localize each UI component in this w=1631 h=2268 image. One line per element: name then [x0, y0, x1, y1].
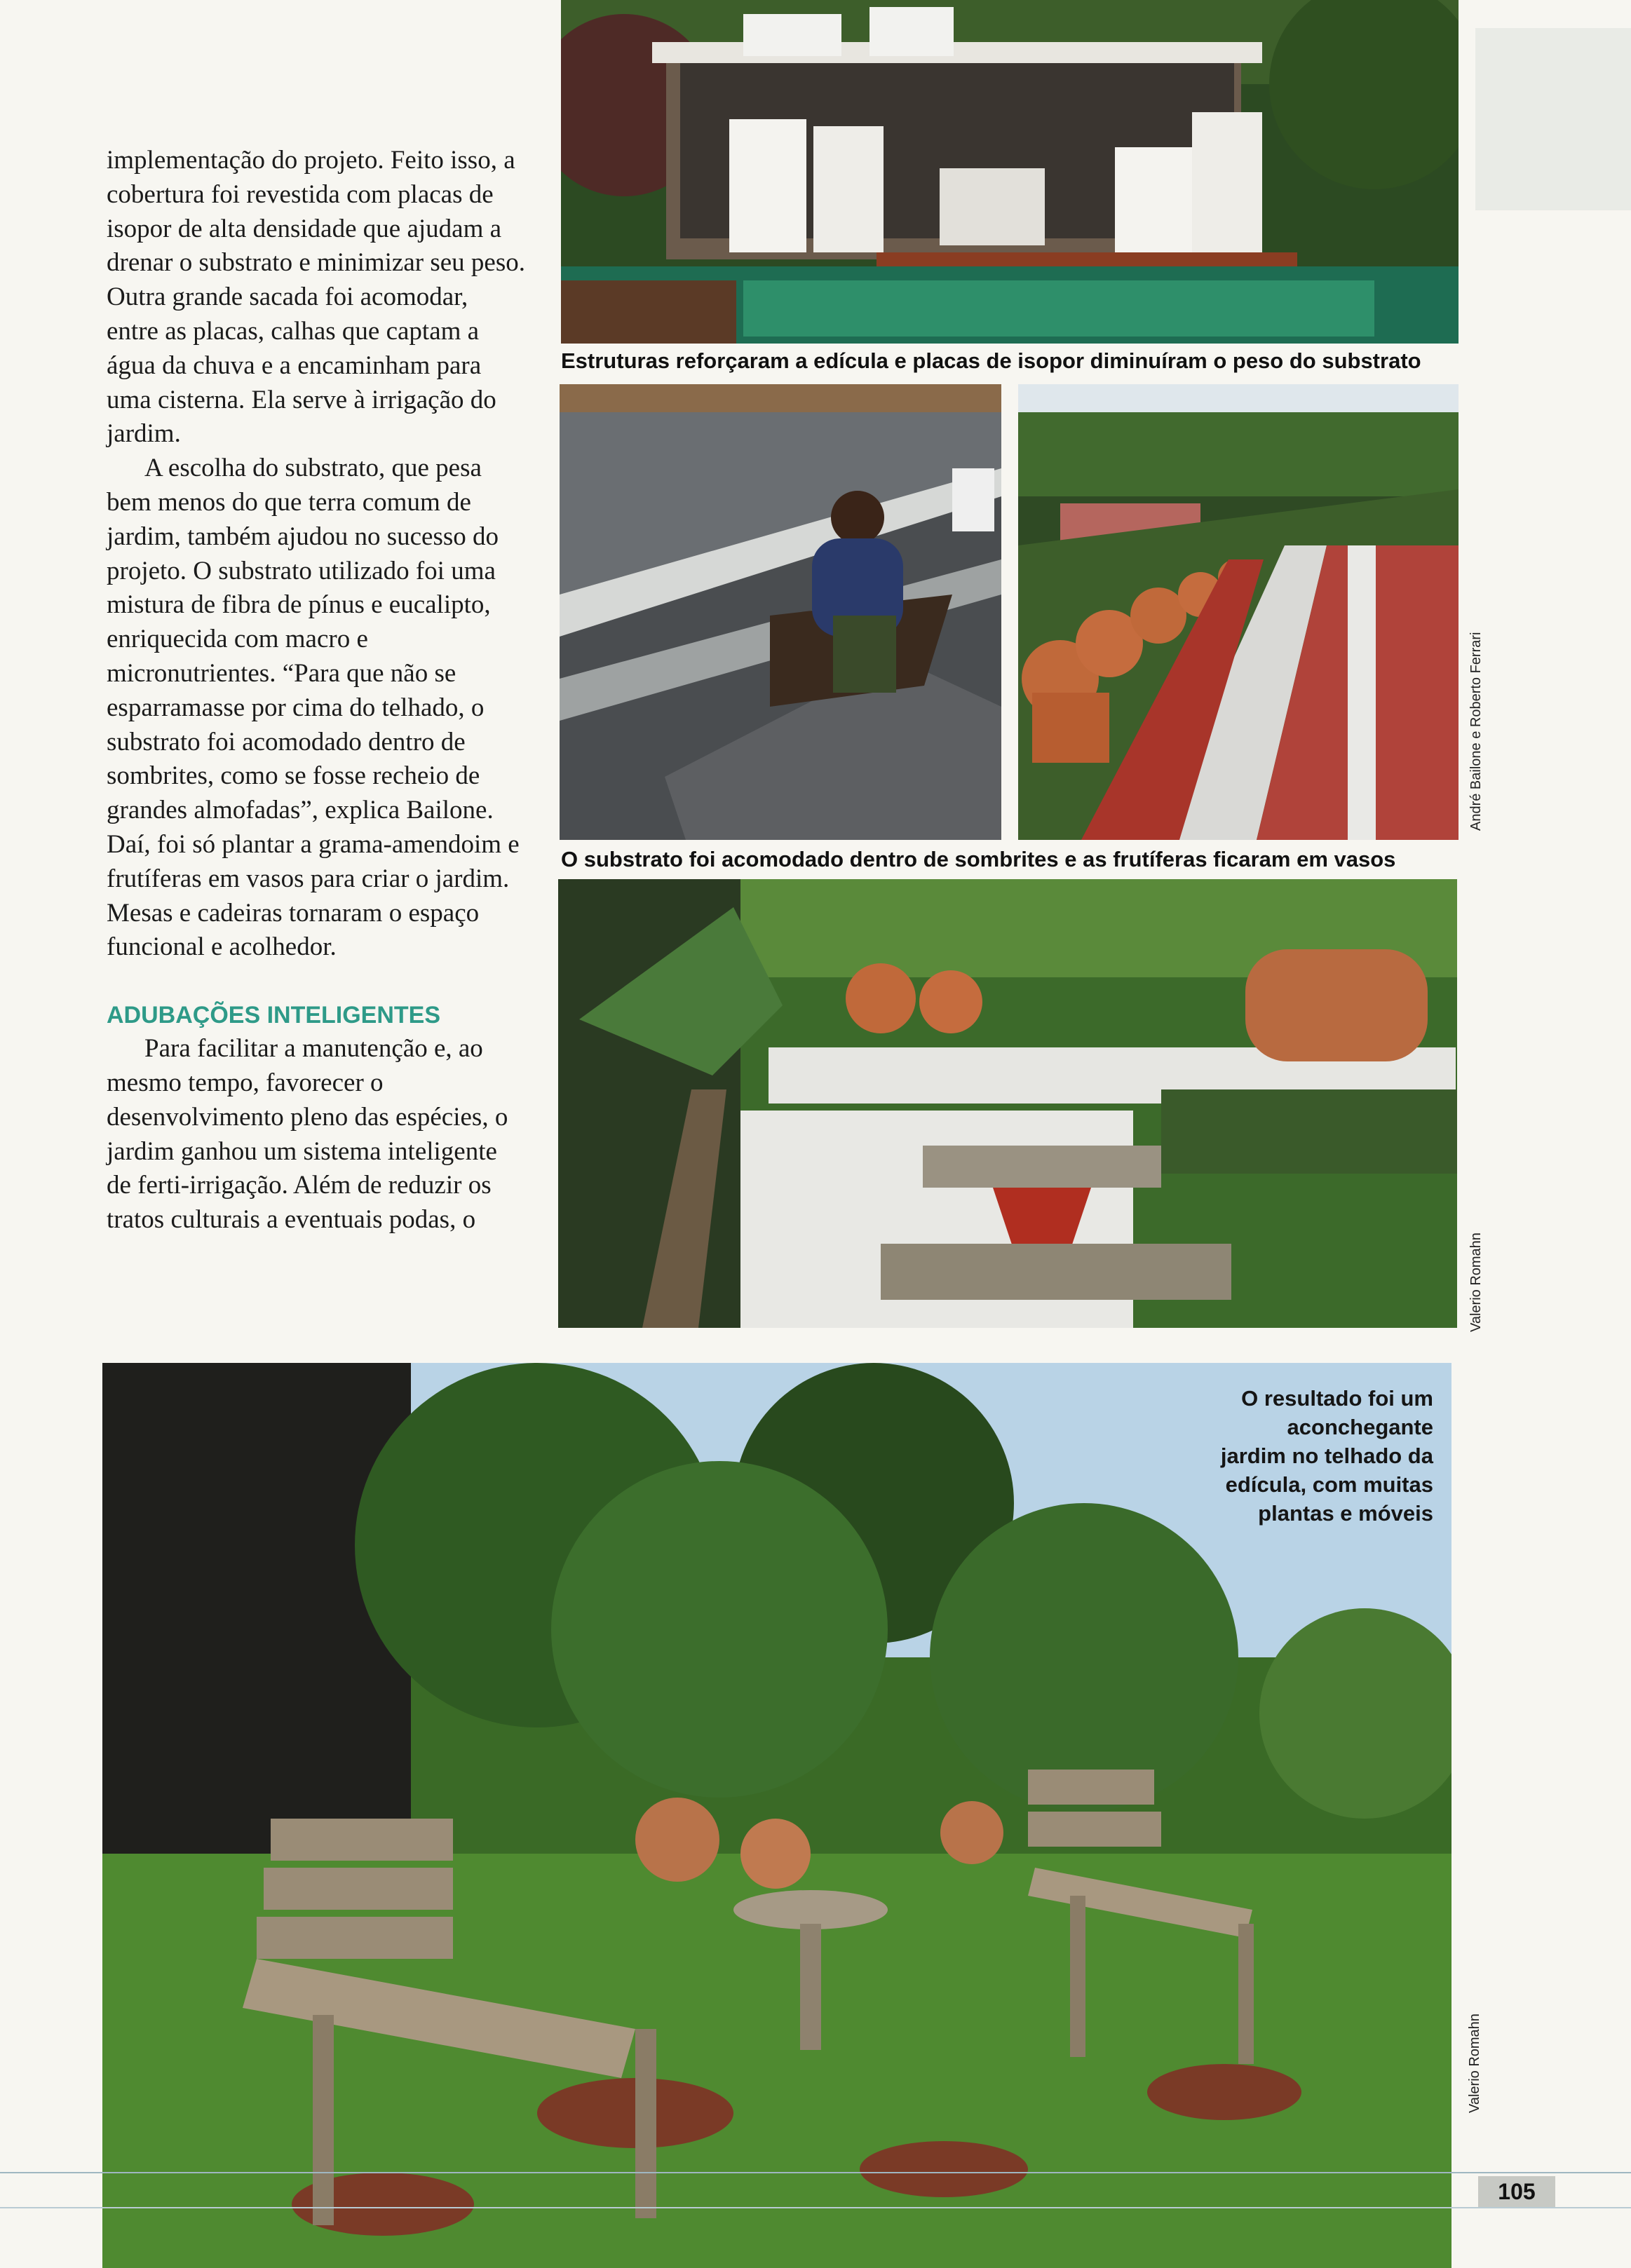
- footer-rule: [0, 2172, 1631, 2173]
- photo-credit-2: Valerio Romahn: [1468, 1233, 1484, 1332]
- caption-result: [1125, 1384, 1433, 1528]
- photo-credit-1: André Bailone e Roberto Ferrari: [1468, 632, 1484, 831]
- photo-pots-pavers: [1018, 384, 1459, 840]
- section-heading: ADUBAÇÕES INTELIGENTES: [107, 1002, 441, 1029]
- page-number: 105: [1478, 2176, 1555, 2207]
- article-paragraph-3: Para facilitar a manutenção e, ao mesmo tempo, favorecer o desenvolvimento pleno das espécies, o jardim ganhou um sistema inteligente de ferti-irrigação. Além de reduzir os tratos culturais a eventuais podas, o: [107, 1034, 508, 1235]
- article-paragraph-1: implementação do projeto. Feito isso, a cobertura foi revestida com placas de isopor de alta densidade que ajudam a drenar o substrato e minimizar seu peso. Outra grande sacada foi acomodar, entre as placas, calhas que captam a água da chuva e a encaminham para uma cisterna. Ela serve à irrigação do jardim.: [107, 146, 525, 449]
- caption-structure: Estruturas reforçaram a edícula e placas de isopor diminuíram o peso do substrato: [561, 348, 1421, 373]
- article-text-column: [107, 144, 526, 1237]
- caption-result-line-5: plantas e móveis: [1258, 1501, 1433, 1526]
- photo-construction-pool: [561, 0, 1459, 344]
- page-edge-tab: [1475, 28, 1631, 210]
- photo-worker-substrate: [560, 384, 1001, 840]
- caption-result-line-4: edícula, com muitas: [1225, 1472, 1433, 1497]
- caption-substrate: O substrato foi acomodado dentro de sombrites e as frutíferas ficaram em vasos: [561, 847, 1396, 871]
- article-paragraph-2: A escolha do substrato, que pesa bem menos do que terra comum de jardim, também ajudou no sucesso do projeto. O substrato utilizado foi uma mistura de fibra de pínus e eucalipto, enriquecida com macro e micronutrientes. “Para que não se esparramasse por cima do telhado, o substrato foi acomodado dentro de sombrites, como se fosse recheio de grandes almofadas”, explica Bailone. Daí, foi só plantar a grama-amendoim e frutíferas em vasos para criar o jardim. Mesas e cadeiras tornaram o espaço funcional e acolhedor.: [107, 454, 520, 962]
- caption-result-line-1: O resultado foi um: [1241, 1386, 1433, 1411]
- photo-bromeliads-table: [558, 879, 1457, 1328]
- caption-result-line-3: jardim no telhado da: [1220, 1444, 1433, 1468]
- photo-credit-3: Valerio Romahn: [1467, 2014, 1482, 2113]
- footer-rule-lower: [0, 2207, 1631, 2208]
- caption-result-line-2: aconchegante: [1287, 1415, 1433, 1439]
